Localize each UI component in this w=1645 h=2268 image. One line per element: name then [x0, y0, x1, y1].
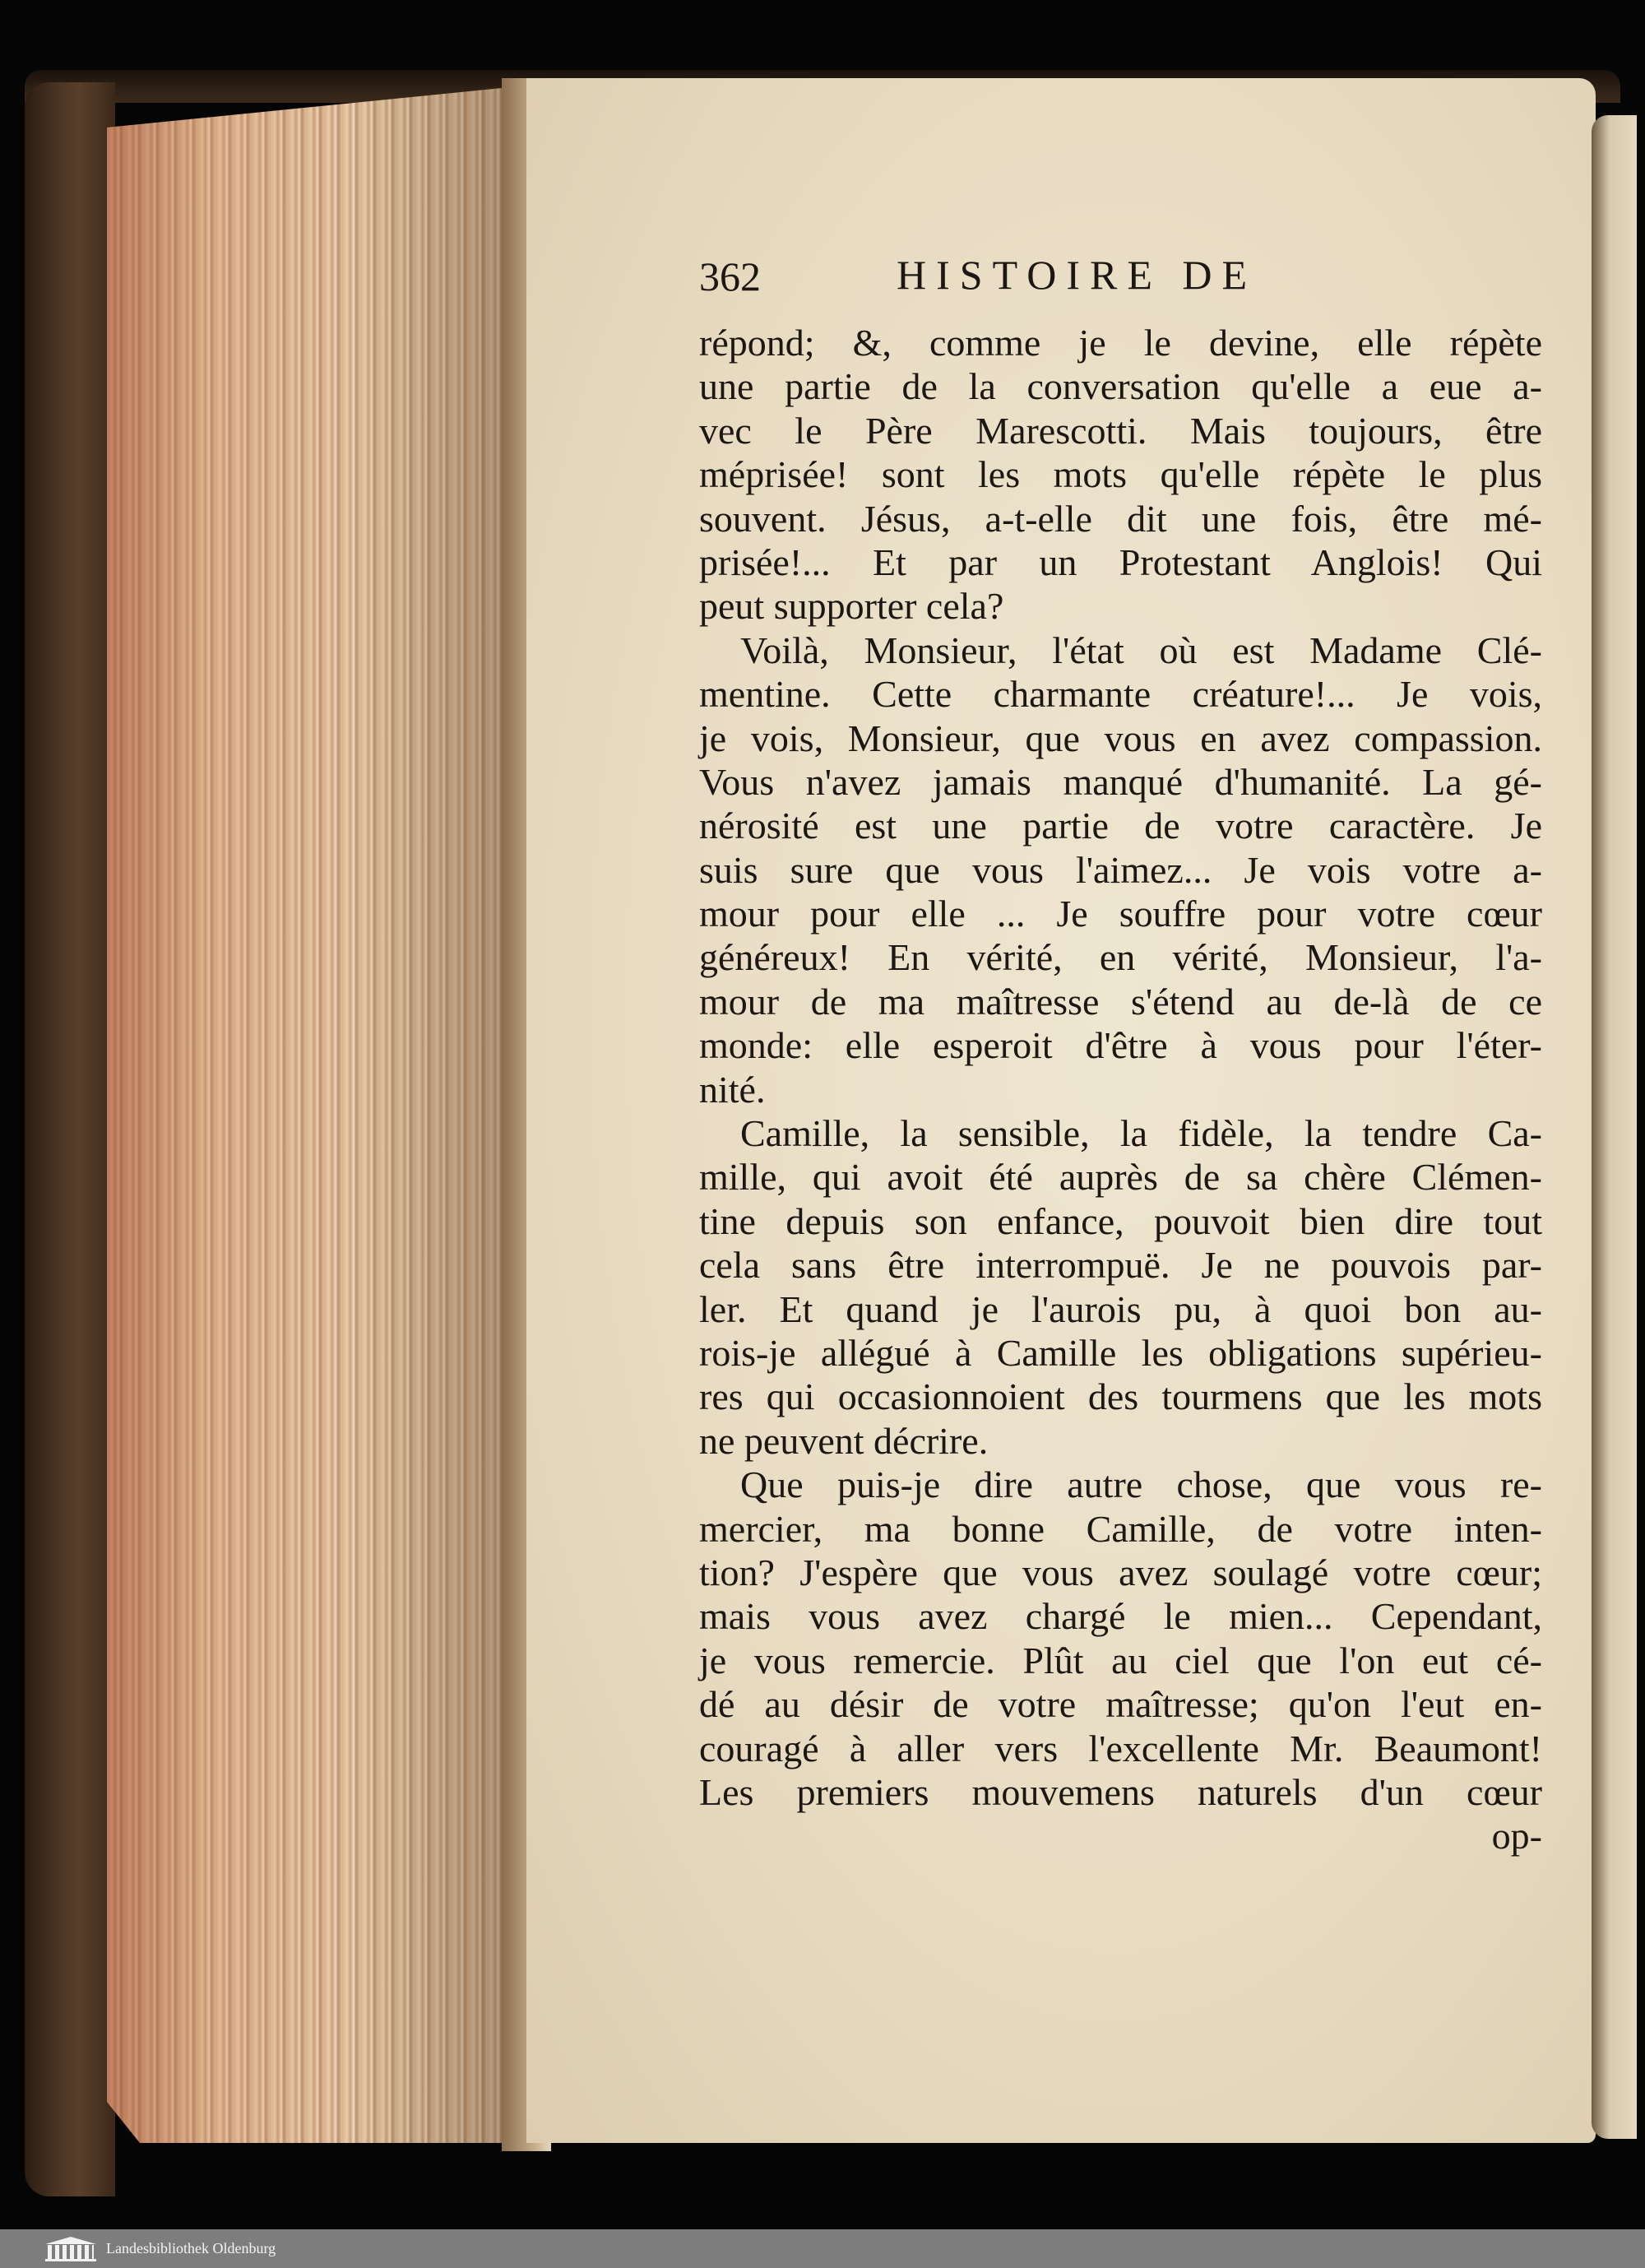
text-line: ler. Et quand je l'aurois pu, à quoi bon au-: [699, 1287, 1542, 1330]
text-line: dé au désir de votre maîtresse; qu'on l'eut en-: [699, 1683, 1542, 1726]
catchword: op-: [1491, 1815, 1542, 1858]
text-line: Vous n'avez jamais manqué d'humanité. La gé-: [699, 760, 1542, 803]
page-text: [699, 247, 1542, 1858]
text-line: prisée!... Et par un Protestant Anglois! Qui: [699, 540, 1542, 583]
text-line: rois-je allégué à Camille les obligations supérieu-: [699, 1331, 1542, 1374]
paragraph: [699, 321, 1542, 628]
paragraph: [699, 1463, 1542, 1814]
text-line: mais vous avez chargé le mien... Cependant,: [699, 1595, 1542, 1638]
text-line: cela sans être interrompuë. Je ne pouvois par-: [699, 1244, 1542, 1287]
text-line: Voilà, Monsieur, l'état où est Madame Clé-: [740, 628, 1542, 671]
text-line: souvent. Jésus, a-t-elle dit une fois, être mé-: [699, 497, 1542, 540]
text-line: suis sure que vous l'aimez... Je vois votre a-: [699, 848, 1542, 891]
running-head: [699, 247, 1542, 321]
text-line: mour de ma maîtresse s'étend au de-là de ce: [699, 980, 1542, 1023]
text-line: une partie de la conversation qu'elle a eue a-: [699, 365, 1542, 408]
text-line: tion? J'espère que vous avez soulagé votre cœur;: [699, 1551, 1542, 1593]
text-line: mour pour elle ... Je souffre pour votre cœur: [699, 893, 1542, 935]
text-line: nérosité est une partie de votre caractère. Je: [699, 805, 1542, 847]
paragraph: [699, 628, 1542, 1111]
text-line: ne peuvent décrire.: [699, 1419, 989, 1462]
text-line: nité.: [699, 1068, 766, 1111]
text-line: monde: elle esperoit d'être à vous pour l'éter-: [699, 1024, 1542, 1067]
book-cover-left: [25, 82, 115, 2196]
paragraph: [699, 1111, 1542, 1463]
text-line: méprisée! sont les mots qu'elle répète le plus: [699, 453, 1542, 496]
text-line: mercier, ma bonne Camille, de votre inten-: [699, 1507, 1542, 1550]
page-number: 362: [699, 253, 761, 299]
text-line: mille, qui avoit été auprès de sa chère Clémen-: [699, 1156, 1542, 1199]
running-title: HISTOIRE DE: [897, 252, 1258, 298]
text-line: généreux! En vérité, en vérité, Monsieur, l'a-: [699, 936, 1542, 979]
text-line: tine depuis son enfance, pouvoit bien dire tout: [699, 1199, 1542, 1242]
text-line: Que puis-je dire autre chose, que vous re-: [740, 1463, 1542, 1506]
library-footer: [0, 2229, 1645, 2268]
library-building-icon: [45, 2237, 96, 2261]
text-line: je vous remercie. Plût au ciel que l'on eut cé-: [699, 1639, 1542, 1681]
text-line: je vois, Monsieur, que vous en avez compassion.: [699, 717, 1542, 759]
text-line: couragé à aller vers l'excellente Mr. Beaumont!: [699, 1727, 1542, 1769]
text-line: res qui occasionnoient des tourmens que les mots: [699, 1375, 1542, 1418]
text-line: vec le Père Marescotti. Mais toujours, être: [699, 409, 1542, 452]
text-line: Les premiers mouvemens naturels d'un cœur: [699, 1770, 1542, 1813]
page-edges-shade: [107, 86, 518, 2143]
library-name: Landesbibliothek Oldenburg: [106, 2240, 276, 2256]
text-line: répond; &, comme je le devine, elle répète: [699, 322, 1542, 364]
text-line: peut supporter cela?: [699, 585, 1004, 628]
facing-page-edge: [1592, 115, 1637, 2139]
text-line: mentine. Cette charmante créature!... Je vois,: [699, 673, 1542, 716]
text-line: Camille, la sensible, la fidèle, la tendre Ca-: [740, 1112, 1542, 1155]
